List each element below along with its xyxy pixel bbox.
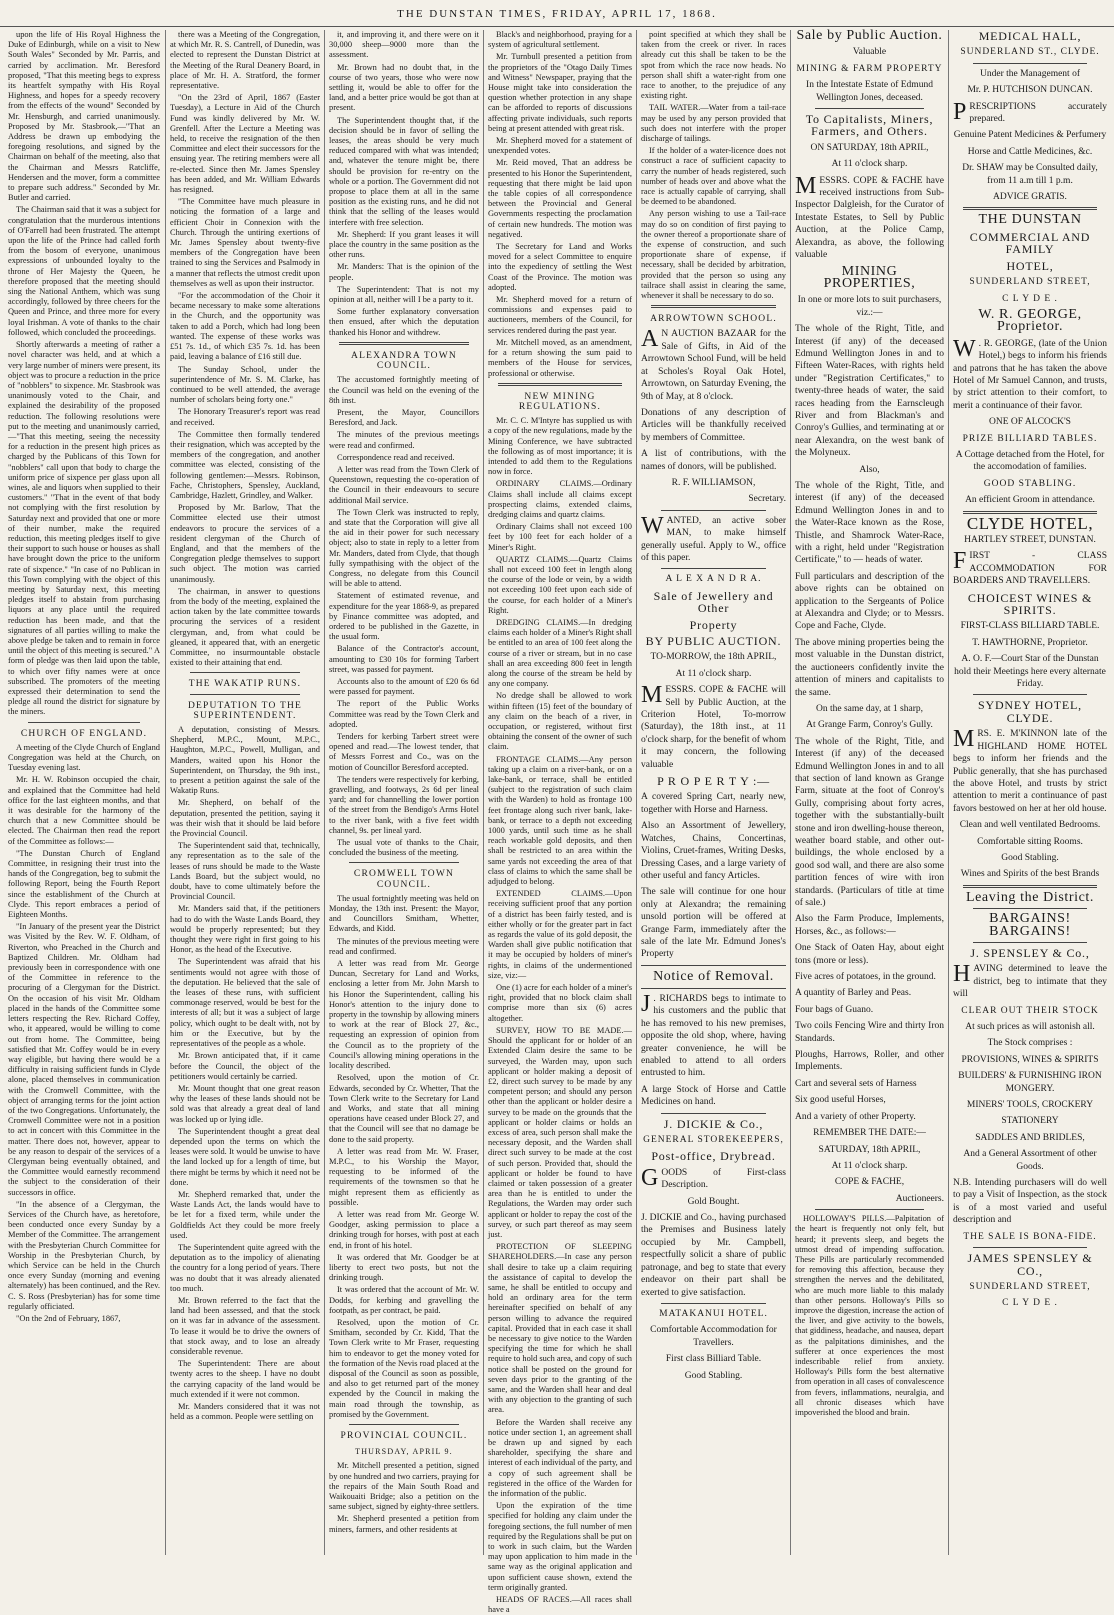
article-paragraph: Resolved, upon the motion of Cr. Edwards, seconded by Cr. Whetter, That the Town Clerk write to the Secretary for Land and Works, and state that all mining operations have ceased under Block 27, and that the Council will see that no damage be done to the said property.: [329, 1073, 479, 1144]
ad-heading: BARGAINS! BARGAINS!: [989, 911, 1071, 939]
ad-text: First class Billiard Table.: [665, 1354, 762, 1365]
ad-text: A large Stock of Horse and Cattle Medicines on hand.: [641, 1084, 786, 1108]
article-paragraph: DREDGING CLAIMS.—In dredging claims each holder of a Miner's Right shall be entitled to an area of 100 feet along the course of a river or stream, but in no case shall an area exceeding 800 feet in length along the course of the stream be held by any one company.: [488, 617, 632, 689]
ad-text: A covered Spring Cart, nearly new, together with Horse and Harness.: [641, 792, 786, 815]
divider: [190, 672, 300, 673]
drop-cap: A: [641, 326, 659, 353]
drop-cap: W: [953, 335, 976, 362]
ad-text: J. DICKIE and Co., having purchased the Premises and Business lately occupied by Mr. Campbell, respectfully solicit a share of public patronage, and beg to state that every endeavor on their part shall be exerted to give satisfaction.: [641, 1213, 786, 1298]
article-paragraph: "In January of the present year the District was Visited by the Rev. W. F. Oldham, of Riverton, who Preached in the Church and Baptized Children. Mr. Oldham had previously been in correspondence with one of the Committee in reference to the procuring of a Clergyman for the District. On the occasion of his visit Mr. Oldham placed in the hands of the Committee some letters respecting the Rev. Richard Coffey, who, it appeared, would be willing to come out from home. The Committee, being satisfied that Mr. Coffey would be in every way eligible, but having there would be a difficulty in raising sufficient funds in Clyde alone, placed themselves in communication with the Cromwell Committee, with the object of arranging terms for the joint action of the two Congregations. Unfortunately, the Cromwell Committee were not in a position to act in concert with this Committee in the matter. There does not, however, appear to be any reason to despair of the services of a Clergyman being eventually obtained, and the Committee would earnestly recommend the subject to the consideration of their successors in office.: [8, 922, 160, 1197]
article-paragraph: The Superintendent was afraid that his sentiments would not agree with those of the deputation. He believed that the sale of the leases of these runs, with sufficient commonage reserved, would be best for the interests of all; but it was a subject of large policy, which ought to be dealt with, not by him or the Executive, but by the representatives of the people as a whole.: [170, 957, 320, 1049]
ad-text: PROVISIONS, WINES & SPIRITS: [961, 1054, 1099, 1065]
article-paragraph: The Chairman said that it was a subject for congratulation that the murderous intentions of O'Farrell had been frustrated. The attempt upon the life of the Prince had called forth from the bosom of everyone, unanimous expressions of unbounded loyalty to the throne of Her Majesty the Queen, he therefore proposed that the meeting should sing the National Anthem, which was sung accordingly, followed by three cheers for the Queen and Prince, and three more for every loyal Irishman. A vote of thanks to the chair followed, which concluded the proceedings.: [8, 205, 160, 337]
article-paragraph: Mr. Brown referred to the fact that the land had been assessed, and that the stock on it was far in advance of the assessment. To lease it would be to drive the owners of that stock away, and to lose an already considerable revenue.: [170, 1295, 320, 1356]
divider: [973, 908, 1087, 909]
ad-text: Clean and well ventilated Bedrooms.: [959, 820, 1101, 831]
article-paragraph: Mr. Shepherd presented a petition from miners, farmers, and other residents at: [329, 1514, 479, 1534]
ad-text: MINERS' TOOLS, CROCKERY: [966, 1100, 1094, 1111]
divider: [973, 63, 1087, 64]
ad-heading: CLEAR OUT THEIR STOCK: [961, 1005, 1099, 1016]
section-heading-mining: NEW MINING REGULATIONS.: [518, 391, 602, 412]
article-paragraph: The report of the Public Works Committee was read by the Town Clerk and adopted.: [329, 699, 479, 729]
drop-cap: W: [641, 512, 664, 539]
divider: [973, 1247, 1087, 1248]
article-paragraph: The Sunday School, under the superintendence of Mr. S. M. Clarke, has continued to be well attended, the average number of scholars being forty one.": [170, 364, 320, 405]
article-paragraph: The minutes of the previous meeting were read and confirmed.: [329, 936, 479, 956]
article-paragraph: The Superintendent quite agreed with the deputation as to the impolicy of alienating the country for a long period of years. There was no doubt that it was already alienated too much.: [170, 1242, 320, 1293]
article-paragraph: "On the 23rd of April, 1867 (Easter Tuesday), a Lecture in Aid of the Church Fund was kindly delivered by Mr. W. Grenfell. After the Lecture a Meeting was held, to receive the resignation of the then Committee and elect their successors for the ensuing year. The retiring members were all re-elected. Since then Mr. James Spensley has been added, and Mr. William Edwards has resigned.: [170, 93, 320, 195]
masthead: [0, 4, 1114, 27]
ad-text: The whole of the Right, Title, and Interest (if any) of the deceased Edmund Wellington Jones in and to Fifteen Water-Races, with rights held under "Registration Certificates," to twenty-three heads of water, the said races heading from the Earnscleugh River and from Blackman's and Conroy's Gullies, and terminating at or near Alexandra, on the west bank of the Molyneux.: [795, 324, 944, 459]
ad-text: At such prices as will astonish all.: [965, 1022, 1095, 1032]
article-paragraph: The Secretary for Land and Works moved for a select Committee to enquire into the expediency of settling the West Coast of the Province. The motion was adopted.: [488, 242, 632, 292]
article-paragraph: Mr. Shepherd moved for a statement of unexpended votes.: [488, 136, 632, 156]
ad-text: Genuine Patent Medicines & Perfumery: [953, 130, 1107, 141]
ad-spensley: [953, 889, 1107, 1310]
ad-heading: Sale of Jewellery and Other: [653, 588, 774, 616]
divider: [661, 1303, 766, 1304]
ad-text: RESCRIPTIONS accurately prepared.: [969, 101, 1107, 125]
article-paragraph: Ordinary Claims shall not exceed 100 feet by 100 feet for each holder of a Miner's Right.: [488, 522, 632, 552]
ad-text: Comfortable sitting Rooms.: [977, 836, 1083, 847]
ad-text: Under the Management of: [980, 68, 1080, 79]
ad-text: ONE OF ALCOCK'S: [989, 417, 1071, 428]
column-3: [325, 30, 483, 1555]
article-paragraph: A letter was read from Mr. George Duncan, Secretary for Land and Works, enclosing a letter from Mr. John Marsh to his Honor the Superintendent, calling his Honor's attention to the injury done to property in the township by allowing miners to work at the rear of Block 27, &c., requesting an expression of opinion from the Council as to the propriety of the Council's allowing mining operations in the locality described.: [329, 959, 479, 1071]
article-paragraph: it, and improving it, and there were on it 30,000 sheep—9000 more than the assessment.: [329, 30, 479, 60]
article-paragraph: No dredge shall be allowed to work within fifteen (15) feet of the boundary of any claim on the beach of a river, in occupation, or registered, without first obtaining the consent of the owner of such claim.: [488, 691, 632, 752]
ad-text: A list of contributions, with the names of donors, will be published.: [641, 449, 786, 472]
ad-text: N AUCTION BAZAAR for the Sale of Gifts, in Aid of the Arrowtown School Fund, will be held at Scholes's Royal Oak Hotel, Arrowtown, on Saturday Evening, the 9th of May, at 8 o'clock.: [641, 329, 786, 402]
article-paragraph: The Superintendent thought that, if the decision should be in favor of selling the leases, the areas should be very much reduced compared with what was intended; and, whatever the tenure might be, there should be provision for re-entry on the whole or a portion. The Government did not propose to place them at all in the same position as the existing runs, and he did not think that the selling of the leases would interfere with free selection.: [329, 115, 479, 227]
ad-heading-arrowtown: ARROWTOWN SCHOOL.: [650, 314, 777, 325]
article-paragraph: Mr. Mitchell moved, as an amendment, for a return showing the sum paid to members of the House for services, professional or otherwise.: [488, 337, 632, 378]
article-paragraph: HEADS OF RACES.—All races shall have a: [488, 1595, 632, 1615]
ad-text: STATIONERY: [1001, 1116, 1059, 1127]
article-paragraph: Proposed by Mr. Barlow, That the Committee elected use their utmost endeavors to procure the services of a resident clergyman of the Church of England, and that the members of the Congregation pledge themselves to support such object. The motion was carried unanimously.: [170, 503, 320, 584]
divider: [963, 207, 1097, 210]
ad-sydney-hotel: [953, 699, 1107, 880]
section-heading-alexandra: ALEXANDRA TOWN COUNCIL.: [351, 350, 457, 372]
article-paragraph: SURVEY, HOW TO BE MADE.—Should the applicant for or holder of an Extended Claim desire the same to be surveyed, the Warden may, upon such applicant or holder making a deposit of £2, direct such survey to be made by any competent person; and should any person other than the applicant or holder desire a survey to be made on the grounds that the applicant or holder claims or holds an excess of area, such person shall make the necessary deposit, and the Warden shall direct such survey to be made at the cost of such person. Provided that, should the applicant or holder be found to have claimed or taken possession of a greater area than he is entitled to under the Regulations, the Warden may order such applicant or holder to repay the cost of the survey, or such part thereof as may seem just.: [488, 1025, 632, 1239]
ad-heading: SUNDERLAND ST., CLYDE.: [960, 47, 1100, 58]
article-paragraph: Accounts also to the amount of £20 6s 6d were passed for payment.: [329, 676, 479, 697]
ad-text: T. HAWTHORNE, Proprietor.: [972, 637, 1088, 648]
ad-text: Two coils Fencing Wire and thirty Iron Standards.: [795, 1021, 944, 1044]
article-paragraph: A letter was read from Mr. W. Fraser, M.P.C., to his Worship the Mayor, requesting to be informed of the requirements of the townsmen so that he might represent them as efficiently as possible.: [329, 1146, 479, 1207]
ad-text: A Cottage detached from the Hotel, for the accomodation of families.: [955, 449, 1105, 473]
article-paragraph: The chairman, in answer to questions from the body of the meeting, explained the action taken by the late committee towards procuring the services of a resident clergyman, and, from what could be gleaned, it appeared that, with an energetic Committee, no insurmountable obstacle existed to their attaining that end.: [170, 586, 320, 668]
column-7: [949, 30, 1111, 1555]
article-paragraph: ORDINARY CLAIMS.—Ordinary Claims shall include all claims except prospecting claims, extended claims, dredging claims and quartz claims.: [488, 479, 632, 519]
ad-heading: MINING & FARM PROPERTY: [796, 63, 943, 74]
article-paragraph: Any person wishing to use a Tail-race may do so on condition of first paying to the owner thereof a proportionate share of the expense of construction, and such proportionate share of expense, if necessary, shall be decided by arbitration, provided that the person so using any tailrace shall assist in clearing the same, whenever it shall be necessary to do so.: [641, 209, 786, 301]
divider: [349, 1424, 459, 1425]
article-paragraph: A letter was read from the Town Clerk of Queenstown, requesting the co-operation of the Council in their endeavours to secure additional Mail service.: [329, 464, 479, 505]
ad-text: N.B. Intending purchasers will do well to pay a Visit of Inspection, as the stock is of a most varied and useful description and: [953, 1178, 1107, 1226]
ad-text: An efficient Groom in attendance.: [965, 495, 1095, 506]
ad-heading: BY PUBLIC AUCTION.: [645, 634, 782, 649]
section-heading-cromwell: CROMWELL TOWN COUNCIL.: [353, 869, 455, 890]
article-paragraph: Mr. H. W. Robinson occupied the chair, and explained that the Committee had held office for the last eighteen months, and that it was desirable for the harmony of the church that a new Committee should be elected. The Chairman then read the report of the Committee as follows:—: [8, 775, 160, 846]
ad-heading: CLYDE HOTEL,: [966, 513, 1094, 533]
ad-public-auction: [795, 30, 944, 1205]
drop-cap: H: [953, 961, 971, 988]
article-paragraph: there was a Meeting of the Congregation, at which Mr. R. S. Cantrell, of Dunedin, was elected to represent the Dunstan District at the Meeting of the Rural Deanery Board, in place of Mr. H. A. Stratford, the former representative.: [170, 30, 320, 91]
ad-text: Horse and Cattle Medicines, &c.: [967, 146, 1093, 157]
ad-text: At Grange Farm, Conroy's Gully.: [806, 720, 933, 731]
article-paragraph: QUARTZ CLAIMS.—Quartz Claims shall not exceed 100 feet in length along the course of the lode or vein, by a width not exceeding 100 feet upon each side of the course, for each holder of a Miner's Right.: [488, 554, 632, 615]
ad-text: A quantity of Barley and Peas.: [795, 988, 912, 999]
ad-text: OODS of First-class Description.: [661, 1167, 786, 1191]
ad-text: SADDLES AND BRIDLES,: [975, 1132, 1085, 1143]
article-paragraph: It was ordered that the account of Mr. W. Dodds, for kerbing and gravelling the footpath, as per contract, be paid.: [329, 1285, 479, 1315]
ad-signature-title: Auctioneers.: [895, 1193, 944, 1204]
article-paragraph: "The Dunstan Church of England Committee, in resigning their trust into the hands of the Congregation, beg to submit the following Report, being the Fourth Report since the establishment of the Church at Clyde. This report embraces a period of Eighteen Months.: [8, 848, 160, 920]
divider: [815, 108, 924, 109]
ad-text: Mr. P. HUTCHISON DUNCAN.: [967, 85, 1093, 96]
ad-text: In one or more lots to suit purchasers, viz.:—: [797, 295, 942, 318]
ad-heading: CHOICEST WINES & SPIRITS.: [967, 590, 1093, 618]
article-paragraph: A letter was read from Mr. George W. Goodger, asking permission to place a drinking trough for horses, with post at each end, in front of his hotel.: [329, 1209, 479, 1250]
ad-text: RS. E. M'KINNON late of the HIGHLAND HOME HOTEL begs to inform her friends and the Public generally, that she has purchased the above Hotel, and trusts by strict attention to merit a continuance of past favors bestowed on her at her old house.: [953, 729, 1107, 814]
ad-text: Full particulars and description of the above rights can be obtained on application to the Sergeants of Police at Alexandra and Clyde; or to Messrs. Cope and Fache, Clyde.: [795, 571, 944, 632]
ad-wanted: [641, 512, 786, 565]
article-paragraph: Some further explanatory conversation then ensued, after which the deputation thanked his Honor and withdrew.: [329, 307, 479, 337]
divider: [651, 305, 776, 308]
ad-removal: [641, 990, 786, 1109]
ad-signature: R. F. WILLIAMSON,: [671, 477, 756, 488]
ad-text: Dr. SHAW may be Consulted daily, from 11 a.m till 1 p.m.: [962, 163, 1098, 186]
divider: [28, 722, 140, 723]
article-paragraph: Mr. Shepherd remarked that, under the Waste Lands Act, the lands would have to be let for a fixed term, while under the Goldfields Act they could be more freely used.: [170, 1189, 320, 1240]
ad-dunstan-hotel: [953, 214, 1107, 506]
ad-date: SATURDAY, 18th APRIL,: [818, 1144, 921, 1155]
ad-text: In the Intestate Estate of Edmund Wellington Jones, deceased.: [806, 80, 933, 103]
ad-text: ADVICE GRATIS.: [993, 192, 1067, 203]
ad-heading: A L E X A N D R A.: [665, 574, 762, 585]
ad-heading: MINING PROPERTIES,: [823, 263, 916, 291]
ad-text: HARTLEY STREET, DUNSTAN.: [964, 535, 1096, 545]
ad-heading: COMMERCIAL AND FAMILY: [969, 229, 1091, 257]
divider: [661, 568, 766, 569]
article-paragraph: EXTENDED CLAIMS.—Upon receiving sufficient proof that any portion of a district has been fairly tested, and is either wholly or for the greater part in fact as regards the value of its gold deposit, the Warden shall give public notification that it may be occupied by holders of miner's rights, in claims of the undermentioned size, viz:—: [488, 889, 632, 980]
article-paragraph: Correspondence read and received.: [337, 452, 455, 462]
ad-text: And a General Assortment of other Goods.: [963, 1149, 1097, 1172]
ad-heading: GOOD STABLING.: [983, 478, 1077, 489]
column-6: [791, 30, 948, 1555]
article-paragraph: point specified at which they shall be taken from the creek or river. In races already cut this shall be taken to be the spot from which the race now heads. No person shall shift a water-right from one race to another, to the prejudice of any existing right.: [641, 30, 786, 101]
ad-text: Gold Bought.: [687, 1196, 740, 1207]
ad-heading: J. SPENSLEY & Co.,: [970, 945, 1090, 960]
ad-heading: Property: [689, 617, 738, 632]
ad-text: The sale will continue for one hour only at Alexandra; the remaining unsold portion will be offered at Grange Farm, immediately after the sale of the late Mr. Edmund Jones's Property: [641, 887, 786, 960]
ad-text: FIRST-CLASS BILLIARD TABLE.: [960, 621, 1100, 632]
column-5: [637, 30, 790, 1555]
ad-heading: Sale by Public Auction.: [796, 28, 943, 43]
ad-text: Donations of any description of Articles will be thankfully received by members of Committee.: [641, 407, 786, 443]
article-paragraph: Mr. Mitchell presented a petition, signed by one hundred and two carriers, praying for the repairs of the Main South Road and Waikouaiti Bridge; also a petition on the same subject, signed by eighty-three settlers.: [329, 1461, 480, 1512]
ad-heading: C L Y D E .: [1002, 293, 1058, 304]
ad-heading: SYDNEY HOTEL, CLYDE.: [978, 698, 1082, 725]
ad-heading: JAMES SPENSLEY & CO.,: [967, 1251, 1093, 1278]
ad-text: . RICHARDS begs to intimate to his customers and the public that he has removed to his new premises, opposite the old shop, where, having greater convenience, he will be enabled to attend to all orders entrusted to him.: [641, 993, 786, 1079]
article-paragraph: The tenders were respectively for kerbing, gravelling, and footways, 2s 6d per lineal yard; and for channelling the lower portion of the street from the Bendigo's Arms Hotel to the river bank, with a five feet width channel, 9s. per lineal yard.: [329, 774, 479, 835]
divider: [973, 694, 1087, 695]
article-paragraph: "The Committee have much pleasure in noticing the formation of a large and efficient Choir in Connexion with the Church. Through the untiring exertions of Mr. James Spensley about twenty-five members of the Congregation have been trained to sing the Services and Psalmody in a manner that reflects the utmost credit upon themselves as well as upon their instructor.: [170, 197, 320, 288]
ad-text: Six good useful Horses,: [795, 1095, 886, 1106]
ad-text: Good Stabling.: [684, 1370, 743, 1381]
article-paragraph: "On the 2nd of February, 1867,: [16, 1313, 121, 1323]
ad-heading: Leaving the District.: [965, 889, 1095, 905]
article-paragraph: The Superintendent: There are about twenty acres to the sheep. I have no doubt the carrying capacity of the land would be much extended if it were not common.: [170, 1359, 320, 1399]
ad-text: The whole of the Right, Title, and Interest (if any) of the deceased Edmund Wellington Jones in and to all that section of land known as Grange Farm, situate at the foot of Conroy's Gully, comprising about forty acres, together with the substantially-built stone and iron dwelling-house thereon, weather board stable, and other out-buildings, the whole enclosed by a good sod wall, and there are also some partition fences of wire with iron standards. (Particulars of title at time of sale.): [795, 736, 944, 908]
ad-time: At 11 o'clock sharp.: [675, 668, 752, 679]
ad-heading: SUNDERLAND STREET,: [969, 277, 1091, 288]
article-paragraph: The Honorary Treasurer's report was read and received.: [170, 407, 320, 427]
divider: [339, 342, 469, 345]
ad-date: TO-MORROW, the 18th APRIL,: [650, 652, 777, 663]
article-paragraph: The usual fortnightly meeting was held on Monday, the 13th inst. Present: the Mayor, and Councillors Smitham, Whetter, Edwards, and Kidd.: [329, 893, 479, 934]
article-paragraph: Black's and neighborhood, praying for a system of agricultural settlement.: [488, 30, 632, 50]
ad-text: Cart and several sets of Harness: [795, 1078, 917, 1089]
ad-text: ANTED, an active sober MAN, to make himself generally useful. Apply to W., office of this paper.: [641, 515, 786, 563]
article-paragraph: Upon the expiration of the time specified for holding any claim under the foregoing sections, the full number of men required by the Regulations shall be put on to work in such claim, but the Warden may upon application to him made in the same way as the original application and upon sufficient cause shown, extend the term originally granted.: [488, 1501, 632, 1592]
divider: [190, 694, 300, 695]
article-paragraph: Mr. Brown anticipated that, if it came before the Council, the object of the petitioners would certainly be carried.: [170, 1051, 320, 1081]
drop-cap: J: [641, 990, 651, 1017]
ad-text: On the same day, at 1 sharp,: [815, 703, 924, 714]
article-paragraph: Before the Warden shall receive any notice under section 1, an agreement shall be drawn up and signed by each shareholder, specifying the share and interest of each individual of the party, and a copy of such agreement shall be registered in the office of the Warden for the information of the public.: [488, 1417, 632, 1499]
ad-heading: THE SALE IS BONA-FIDE.: [963, 1231, 1097, 1242]
drop-cap: M: [641, 682, 663, 709]
article-paragraph: It was ordered that Mr. Goodger be at liberty to erect two posts, but not the drinking trough.: [329, 1252, 479, 1283]
divider: [963, 885, 1097, 888]
ad-heading: MATAKANUI HOTEL.: [659, 1308, 768, 1319]
section-subheading-deputation: DEPUTATION TO THE SUPERINTENDENT.: [187, 700, 303, 721]
article-paragraph: A meeting of the Clyde Church of England Congregation was held at the Church, on Tuesday evening last.: [8, 742, 160, 773]
ad-text: The whole of the Right, Title, and interest (if any) of the deceased Edmund Wellington Jones in and to the Water-Race known as the Rose, Thistle, and Shamrock Water-Race, with a right, held under "Registration Certificate," to — heads of water.: [795, 481, 944, 566]
ad-text: Also the Farm Produce, Implements, Horses, &c., as follows:—: [795, 914, 944, 937]
article-paragraph: Tenders for kerbing Tarbert street were opened and read.—The lowest tender, that of Messrs Forrest and Co., was on the motion of Councillor Beresford accepted.: [329, 732, 479, 772]
ad-arrowtown: [641, 328, 786, 505]
ad-text: BUILDERS' & FURNISHING IRON MONGERY.: [958, 1071, 1102, 1094]
article-paragraph: The minutes of the previous meetings were read and confirmed.: [329, 430, 479, 450]
ad-signature: COPE & FACHE,: [834, 1177, 905, 1188]
section-heading-church: CHURCH OF ENGLAND.: [20, 728, 148, 739]
article-paragraph: Mr. Manders: That is the opinion of the people.: [329, 262, 479, 282]
holloway-pills-notice: HOLLOWAY'S PILLS.—Palpitation of the heart is frequently not only felt, but heard; it prevents sleep, and begets the utmost dread of impending suffocation. These Pills are particularly recommended for removing this affection, because they strengthen the nerves and the debilitated, who are much more liable to this malady than other persons. Holloway's Pills so improve the digestion, increase the action of the liver, and give activity to the bowels, that giddiness, headache, and nausea, depart as the palpitations diminishes, and the sufferer at once experiences the most indescribable relief from anxiety. Holloway's Pills form the best alternative from operation in all cases of convalescence from fevers, inflammations, neuralgia, and all chronic diseases which have impoverished the blood and brain.: [795, 1214, 944, 1417]
article-paragraph: The accustomed fortnightly meeting of the Council was held on the evening of the 8th inst.: [329, 375, 479, 405]
drop-cap: G: [641, 1164, 659, 1191]
article-paragraph: One (1) acre for each holder of a miner's right, provided that no block claim shall comprise more than six (6) acres altogether.: [488, 983, 632, 1023]
article-paragraph: Mr. Shepherd, on behalf of the deputation, presented the petition, saying it was their wish that it should be laid before the Provincial Council.: [170, 798, 320, 839]
article-paragraph: The Town Clerk was instructed to reply, and state that the Corporation will give all the aid in their power for such necessary object; also to state in reply to a letter from Mr. Manders, dated from Clyde, that though fully sympathising with the object of the Congress, no delegate from this Council will be able to attend.: [329, 507, 479, 589]
divider: [661, 1113, 766, 1114]
ad-heading: To Capitalists, Miners, Farmers, and Others.: [805, 112, 934, 139]
ad-matakanui: [641, 1308, 786, 1382]
article-paragraph: Statement of estimated revenue, and expenditure for the year 1868-9, as prepared by Finance committee was adopted, and ordered to be published in the Gazette, in the usual form.: [329, 591, 479, 642]
ad-dickie: [641, 1118, 786, 1299]
article-paragraph: upon the life of His Royal Highness the Duke of Edinburgh, while on a visit to New South Wales" Seconded by Mr. Parris, and carried by acclimation. Mr. Beresford proposed, "That this meeting begs to express its heartfelt sympathy with His Royal Highness, and hopes for a speedy recovery from the effects of the wound" Seconded by Mr. Hensburgh, and carried unanimously. Proposed by Mr. Stasbrook,—"That an Address be drawn up embodying the foregoing resolutions, and signed by the Chairman on behalf of the meeting, also that the Chairman and Messrs Ratcliffe, Hendersen and the mover, form a committee to prepare such address." Seconded by Mr. Butler and carried.: [8, 30, 160, 203]
ad-heading: MEDICAL HALL,: [978, 29, 1082, 43]
ad-text: IRST - CLASS ACCOMMODATION FOR BOARDERS AND TRAVELLERS.: [953, 551, 1107, 587]
drop-cap: M: [795, 172, 817, 199]
drop-cap: M: [953, 726, 975, 753]
ad-heading: W. R. GEORGE, Proprietor.: [978, 306, 1082, 335]
ad-heading: P R O P E R T Y :—: [657, 774, 770, 789]
ad-date: ON SATURDAY, 18th APRIL,: [810, 142, 929, 153]
ad-text: REMEMBER THE DATE:—: [813, 1128, 926, 1139]
ad-text: Also,: [859, 464, 880, 475]
article-paragraph: Resolved, upon the motion of Cr. Smitham, seconded by Cr. Kidd, That the Town Clerk write to Mr Fraser, requesting him to endeavor to get the money voted for the formation of the Nevis road placed at the disposal of the Council as soon as possible, and also to get returned part of the money expended by the Council in making the main road through the township, as promised by the Government.: [329, 1317, 479, 1419]
ad-heading: C L Y D E .: [1002, 1298, 1058, 1309]
section-heading-provincial: PROVINCIAL COUNCIL.: [340, 1431, 468, 1441]
article-paragraph: The Superintendent thought a great deal depended upon the terms on which the leases were sold. It would be unwise to have the land locked up for a length of time, but there might be terms by which it need not be done.: [170, 1126, 320, 1187]
ad-text: The Stock comprises :: [987, 1038, 1073, 1049]
ad-heading: J. DICKIE & Co.,: [663, 1116, 764, 1131]
ad-heading: PRIZE BILLIARD TABLES.: [962, 433, 1098, 444]
article-paragraph: Mr. Shepherd: If you grant leases it will place the country in the same position as the other runs.: [329, 229, 479, 260]
article-paragraph: TAIL WATER.—Water from a tail-race may be used by any person provided that such does not interfere with the proper discharge of tailings.: [641, 103, 786, 144]
section-heading-wakatip: THE WAKATIP RUNS.: [188, 679, 302, 690]
article-paragraph: Mr. Manders said that, if the petitioners had to do with the Waste Lands Board, they would be properly represented; but they thought they were right in first going to his Honor, as the head of the Executive.: [170, 904, 320, 955]
ad-heading: GENERAL STOREKEEPERS,: [643, 1135, 784, 1146]
divider: [498, 383, 622, 386]
article-paragraph: PROTECTION OF SLEEPING SHAREHOLDERS.—In case any person shall desire to take up a claim requiring the assistance of capital to develop the same, he shall be entitled to occupy and hold an ordinary area for the term hereinafter specified on behalf of any person willing to advance the required capital. Provided that in each case it shall be necessary to give notice to the Warden specifying the time for which he shall require to hold such area, and copy of such notice shall be posted on the ground for seven days prior to the granting of the same, and the Warden shall hear and deal with any objection to the granting of such area.: [488, 1242, 632, 1415]
ad-text: ESSRS. COPE & FACHE will Sell by Public Auction, at the Criterion Hotel, To-morrow (Saturday), the 18th inst., at 11 o'clock sharp, for the benefit of whom it may concern, the following valuable: [641, 685, 786, 770]
ad-heading: THE DUNSTAN: [978, 212, 1082, 228]
divider: [973, 942, 1087, 943]
ad-text: . R. GEORGE, (late of the Union Hotel,) begs to inform his friends and patrons that he has taken the above Hotel of Mr Samuel Cannon, and trusts, by strict attention to their comfort, to merit a continuance of their favor.: [953, 338, 1107, 411]
article-paragraph: FRONTAGE CLAIMS.—Any person taking up a claim on a river-bank, or on a lake-bank, or terrace, shall be entitled (subject to the registration of such claim with the Warden) to hold as frontage 100 feet frontage along such river bank, lake-bank, or terrace to a depth not exceeding 1000 yards, until such time as he shall reach workable gold deposits, and then shall be restricted to an area within the same yards not exceeding the area of that class of claims to which the same shall be adjudged to belong.: [488, 754, 632, 887]
article-paragraph: If the holder of a water-licence does not construct a race of sufficient capacity to carry the number of heads registered, such number of heads over and above what the race is actually capable of carrying, shall be deemed to be abandoned.: [641, 146, 786, 207]
ad-text: Wines and Spirits of the best Brands: [960, 869, 1100, 880]
ad-text: Comfortable Accommodation for Travellers.: [650, 1325, 777, 1348]
ad-heading: SUNDERLAND STREET,: [969, 1281, 1091, 1292]
divider: [815, 1209, 924, 1210]
ad-heading: HOTEL,: [1006, 258, 1054, 273]
masthead-text: THE DUNSTAN TIMES, FRIDAY, APRIL 17, 1868.: [397, 8, 717, 20]
article-paragraph: The usual vote of thanks to the Chair, concluded the business of the meeting.: [329, 838, 479, 858]
article-paragraph: Shortly afterwards a meeting of rather a novel character was held, and at which a very large number of miners were present, its object was to procure a reduction in the price of "nobblers" to sixpence. Mr. Stasbrook was unanimously voted to the Chair, and explained the desirability of the proposed reduction. The following resolutions were put to the meeting and unanimously carried,—"That this meeting, seeing the necessity for a reduction in the present high prices as charged by the Publicans of this Town for "nobblers" call upon that body to charge the uniform price of sixpence per glass upon all wines, ale and liquors when supplied to their customers." "That in the event of that body not complying with the first resolution by Saturday next and provided that one or more of their number, make the required reduction, this meeting pledges itself to give their support to such house or houses as shall have brought down the price to the uniform rate of sixpence." "In case of no Publican in this Town complying with the object of this meeting by Saturday next, this meeting pledges itself to abstain from purchasing liquors at any place until the required reduction has been made, and that the signatures of all parties willing to make the above pledge be taken and to remain in force until the object of this meeting is secured." A form of pledge was then laid upon the table, to which over fifty names were at once subscribed. The promoters of the meeting expressed their determination to send the pledge all round the district for signature by the miners.: [8, 340, 160, 717]
article-paragraph: The Committee then formally tendered their resignation, which was accepted by the members of the congregation, and another committee was elected, consisting of the following gentlemen:—Messrs. Robinson, Fache, Christophers, Spensley, Auckland, Cambridge, Hazlett, Grindley, and Walker.: [170, 429, 320, 500]
ad-removal-heading-box: [641, 965, 786, 989]
ad-text: Also an Assortment of Jewellery, Watches, Chains, Concertinas, Violins, Cruet-frames, Writing Desks, Dressing Cases, and a large variety of other useful and fancy Articles.: [641, 821, 786, 881]
column-4: [484, 30, 636, 1615]
article-paragraph: The Superintendent: That is not my opinion at all, neither will I be a party to it.: [329, 284, 479, 305]
ad-text: And a variety of other Property.: [795, 1111, 916, 1122]
article-paragraph: Mr. Manders considered that it was not held as a common. People were settling on: [170, 1402, 320, 1422]
divider: [661, 510, 766, 511]
ad-text: The above mining properties being the most valuable in the Dunstan district, the auctioneers confidently invite the attention of miners and capitalists to the same.: [795, 637, 944, 698]
ad-text: A. O. F.—Court Star of the Dunstan hold their Meetings here every alternate Friday.: [954, 654, 1106, 690]
article-paragraph: "In the absence of a Clergyman, the Services of the Church have, as heretofore, been conducted once every Sunday by a Member of the Committee. The arrangement with the Presbyterian Church Committee for Worship in the Presbyterian Church, by which Service can be held in the Church once every Sunday (morning and evening alternately) has been continued, and the Rev. C. S. Ross (Presbyterian) has for some time regularly officiated.: [8, 1199, 160, 1311]
ad-alexandra-sale: [641, 573, 786, 960]
article-paragraph: Mr. Shepherd moved for a return of commissions and expenses paid to auctioneers, members of the Council, for services rendered during the past year.: [488, 295, 632, 335]
article-paragraph: Mr. Mount thought that one great reason why the leases of these lands should not be sold was that already a great deal of land was locked up or lying idle.: [170, 1083, 320, 1124]
section-date: THURSDAY, APRIL 9.: [355, 1447, 453, 1457]
drop-cap: F: [953, 548, 967, 575]
column-1: [4, 30, 164, 1555]
ad-text: Four bags of Guano.: [795, 1004, 874, 1015]
article-paragraph: Mr. Reid moved, That an address be presented to his Honor the Superintendent, requesting that there might be laid upon the table copies of all correspondence between the Provincial and General Governments respecting the proclamation of certain new hundreds. The motion was negatived.: [488, 158, 632, 239]
article-paragraph: Balance of the Contractor's account, amounting to £30 10s for forming Tarbert street, was passed for payment.: [329, 644, 479, 674]
ad-text: Valuable: [852, 47, 887, 58]
article-paragraph: Present, the Mayor, Councillors Beresford, and Jack.: [329, 407, 479, 428]
ad-medical-hall: [953, 30, 1107, 203]
article-paragraph: A deputation, consisting of Messrs. Shepherd, M.P.C., Mount, M.P.C., Haughton, M.P.C., Powell, Mulligan, and Manders, waited upon his Honor the Superintendent, on Thursday, the 9th inst., to present a petition against the sale of the Wakatip Runs.: [170, 725, 320, 796]
article-paragraph: Mr. Brown had no doubt that, in the course of two years, those who were now settling it, would be able to offer for the land, and a better price would be got than at present.: [329, 62, 479, 113]
article-paragraph: "For the accommodation of the Choir it became necessary to make some alterations in the Church, and the opportunity was taken to add a Porch, which had long been wanted. The expense of these works was £51 7s. 1d., of which £35 7s. 1d. has been paid, leaving a balance of £16 still due.: [170, 291, 320, 362]
article-paragraph: The Superintendent said that, technically, any representation as to the sale of the leases of runs should be made to the Waste Lands Board, but the subject would, no doubt, have to come ultimately before the Provincial Council.: [170, 841, 320, 902]
ad-text: AVING determined to leave the district, beg to intimate that they will: [953, 964, 1107, 1000]
ad-text: Five acres of potatoes, in the ground.: [795, 972, 936, 983]
ad-text: ESSRS. COPE & FACHE have received instructions from Sub-Inspector Dalgleish, for the Curator of Intestate Estates, to Sell by Public Auction, at the Police Camp, Alexandra, as above, the following valuable: [795, 175, 944, 261]
ad-text: One Stack of Oaten Hay, about eight tons (more or less).: [795, 943, 944, 966]
drop-cap: P: [953, 98, 967, 125]
ad-time: At 11 o'clock sharp.: [831, 1160, 908, 1171]
divider: [349, 862, 459, 863]
ad-signature-title: Secretary.: [748, 494, 786, 505]
ad-heading-removal: Notice of Removal.: [653, 968, 774, 984]
column-2: [166, 30, 324, 1555]
article-paragraph: Mr. Turnbull presented a petition from the proprietors of the "Otago Daily Times and Witness" Newspaper, praying that the House might take into consideration the question whether protection in any shape can be afforded to reports of discussions affecting private individuals, such reports being at present attended with great risk.: [488, 52, 632, 133]
ad-text: Ploughs, Harrows, Roller, and other Implements.: [795, 1050, 944, 1073]
ad-text: Good Stabling.: [1001, 852, 1059, 863]
ad-heading: Post-office, Drybread.: [651, 1149, 776, 1164]
article-paragraph: Mr. C. C. M'Intyre has supplied us with a copy of the new regulations, made by the Mining Conference, we have subtracted the following as of most importance; it is intended to add them to the Regulations now in force.: [488, 416, 632, 477]
ad-time: At 11 o'clock sharp.: [831, 159, 908, 170]
ad-clyde-hotel: [953, 513, 1107, 691]
